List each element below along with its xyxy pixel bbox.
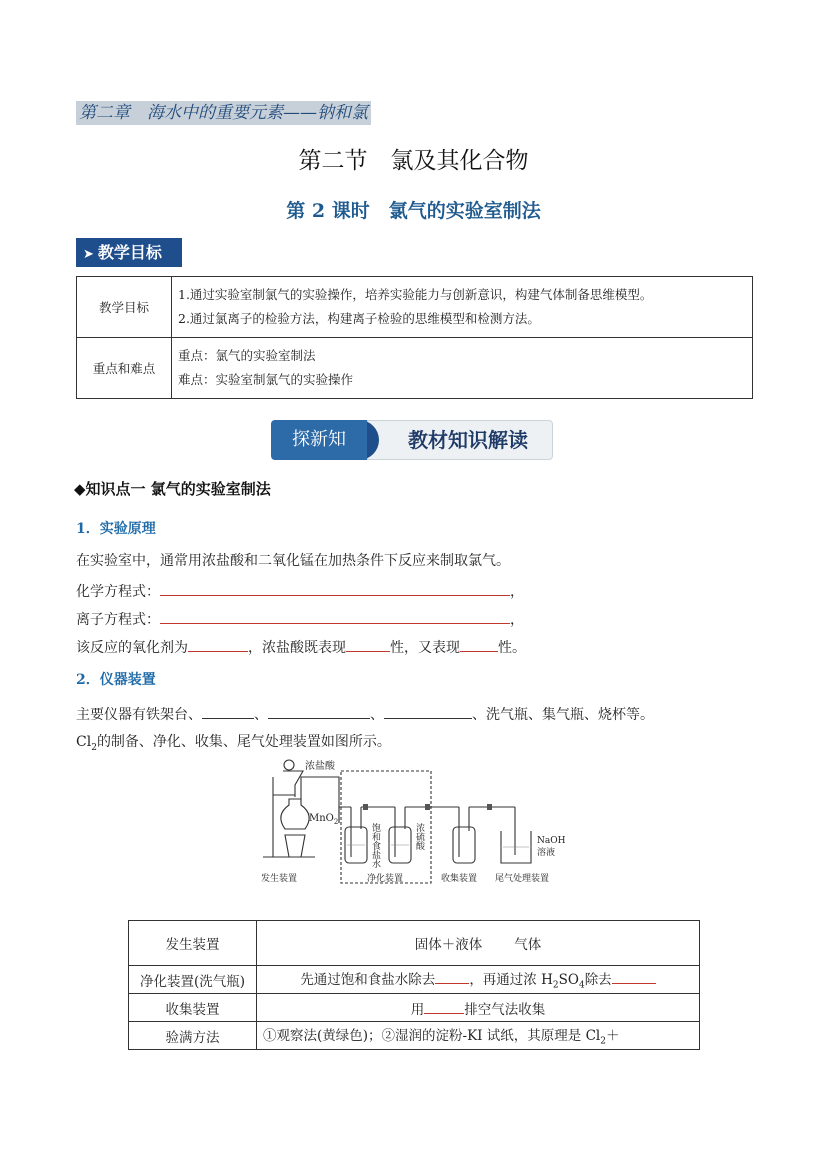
table-row (129, 921, 700, 966)
round-flask (281, 799, 309, 829)
table-row (77, 338, 753, 399)
oxidant-text-a: 该反应的氧化剂为 (76, 640, 188, 656)
principle-heading: 1．实验原理 (76, 521, 156, 537)
label-generation: 发生装置 (261, 874, 298, 884)
oxidant-text-b: ，浓盐酸既表现 (248, 640, 346, 656)
apparatus-blank-1[interactable] (202, 703, 254, 719)
purify-text-d: 除去 (584, 972, 612, 989)
cl2-setup-line (76, 732, 391, 758)
apparatus-blank-3[interactable] (384, 703, 472, 719)
apparatus-diagram (255, 757, 580, 889)
cl2-subscript: 2 (91, 742, 97, 753)
oxidant-text-c: 性，又表现 (390, 640, 460, 656)
arrow-icon: ➤ (83, 247, 94, 262)
row-body-full-check (257, 1022, 700, 1050)
comma: ， (510, 584, 524, 600)
separator: 、 (370, 707, 384, 723)
row-head-generation: 发生装置 (129, 921, 257, 966)
purify-blank-2[interactable] (612, 968, 656, 984)
purify-blank-1[interactable] (435, 968, 469, 984)
principle-text: 在实验室中，通常用浓盐酸和二氧化锰在加热条件下反应来制取氯气。 (76, 553, 510, 569)
clip (363, 804, 368, 810)
knowledge-banner-right-label: 教材知识解读 (408, 428, 528, 452)
check-sub: 2 (600, 1036, 606, 1047)
apparatus-blank-2[interactable] (268, 703, 370, 719)
collect-text-a: 用 (410, 1001, 425, 1018)
purify-sub-1: 2 (552, 980, 559, 991)
check-text-a: ①观察法(黄绿色)；②湿润的淀粉-KI 试纸，其原理是 Cl (263, 1028, 601, 1045)
generation-text-a: 固体＋液体 (414, 937, 483, 953)
row-head-purification: 净化装置(洗气瓶) (129, 966, 257, 994)
row-body-collection (257, 994, 700, 1022)
row-head-full-check: 验满方法 (129, 1022, 257, 1050)
row-head-collection: 收集装置 (129, 994, 257, 1022)
goals-row-body (172, 277, 753, 338)
chemical-equation-blank[interactable] (160, 580, 510, 596)
purify-text-c: SO (558, 972, 579, 989)
label-naoh-solution: 溶液 (537, 848, 556, 858)
label-conc-hcl: 浓盐酸 (305, 761, 335, 772)
goal-line: 1.通过实验室制氯气的实验操作，培养实验能力与创新意识，构建气体制备思维模型。 (178, 287, 653, 302)
apparatus-text-a: 主要仪器有铁架台、 (76, 707, 202, 723)
label-mno2 (309, 813, 338, 826)
lesson-title: 第 2 课时 氯气的实验室制法 (286, 200, 541, 222)
apparatus-table (128, 920, 700, 1050)
label-mno2-sub: 2 (333, 818, 339, 826)
purify-sub-2: 4 (578, 980, 585, 991)
chapter-heading: 第二章 海水中的重要元素——钠和氯 (76, 101, 371, 125)
oxidant-blank[interactable] (188, 636, 248, 652)
label-tail-gas: 尾气处理装置 (495, 874, 550, 884)
table-row (129, 1022, 700, 1050)
collect-blank[interactable] (424, 998, 464, 1014)
table-row (77, 277, 753, 338)
knowledge-point-title: ◆知识点一 氯气的实验室制法 (74, 480, 271, 498)
clip (425, 804, 430, 810)
label-purification: 净化装置 (367, 874, 404, 884)
clip (487, 804, 492, 810)
goals-table (76, 276, 753, 399)
generation-text-b: 气体 (514, 937, 542, 953)
label-sat-nacl: 饱和食盐水 (370, 823, 380, 868)
table-row (129, 994, 700, 1022)
label-conc-h2so4: 浓硫酸 (414, 823, 424, 850)
label-naoh: NaOH (537, 836, 566, 846)
comma: ， (510, 612, 524, 628)
knowledge-banner (271, 417, 553, 463)
collect-text-b: 排空气法收集 (464, 1001, 546, 1018)
knowledge-banner-left: 探新知 (271, 420, 367, 460)
goals-banner (76, 238, 182, 267)
knowledge-banner-right (367, 420, 553, 460)
label-mno2-text: MnO (309, 813, 334, 824)
alcohol-lamp (285, 835, 305, 857)
row-body-purification (257, 966, 700, 994)
separator: 、 (254, 707, 268, 723)
goal-line: 2.通过氯离子的检验方法，构建离子检验的思维模型和检测方法。 (178, 311, 540, 326)
goals-banner-label: 教学目标 (97, 243, 162, 262)
oxidant-line (76, 636, 526, 658)
apparatus-text-end: 、洗气瓶、集气瓶、烧杯等。 (472, 707, 654, 723)
goals-row-head: 教学目标 (77, 277, 172, 338)
difficult-point-line: 难点：实验室制氯气的实验操作 (178, 372, 354, 387)
apparatus-heading: 2．仪器装置 (76, 672, 156, 688)
check-text-b: ＋ (605, 1028, 620, 1045)
oxidant-text-d: 性。 (498, 640, 526, 656)
chemical-equation-line (76, 580, 524, 602)
ionic-equation-blank[interactable] (160, 608, 510, 624)
ionic-equation-line (76, 608, 524, 630)
difficulty-row-head: 重点和难点 (77, 338, 172, 399)
cl2-text-a: Cl (76, 734, 92, 750)
property-blank-1[interactable] (346, 636, 390, 652)
difficulty-row-body (172, 338, 753, 399)
purify-text-b: ，再通过浓 H (469, 972, 553, 989)
funnel-stopper (284, 760, 294, 770)
row-body-generation (257, 921, 700, 966)
gas-collecting-bottle (453, 827, 475, 863)
key-point-line: 重点：氯气的实验室制法 (178, 348, 316, 363)
label-collection: 收集装置 (441, 874, 478, 884)
table-row (129, 966, 700, 994)
chemical-equation-label: 化学方程式： (76, 584, 160, 600)
section-title: 第二节 氯及其化合物 (298, 148, 529, 174)
dropping-funnel (283, 771, 303, 797)
apparatus-line (76, 703, 654, 725)
ionic-equation-label: 离子方程式： (76, 612, 160, 628)
cl2-text-b: 的制备、净化、收集、尾气处理装置如图所示。 (96, 734, 391, 750)
purify-text-a: 先通过饱和食盐水除去 (300, 972, 436, 989)
property-blank-2[interactable] (460, 636, 498, 652)
